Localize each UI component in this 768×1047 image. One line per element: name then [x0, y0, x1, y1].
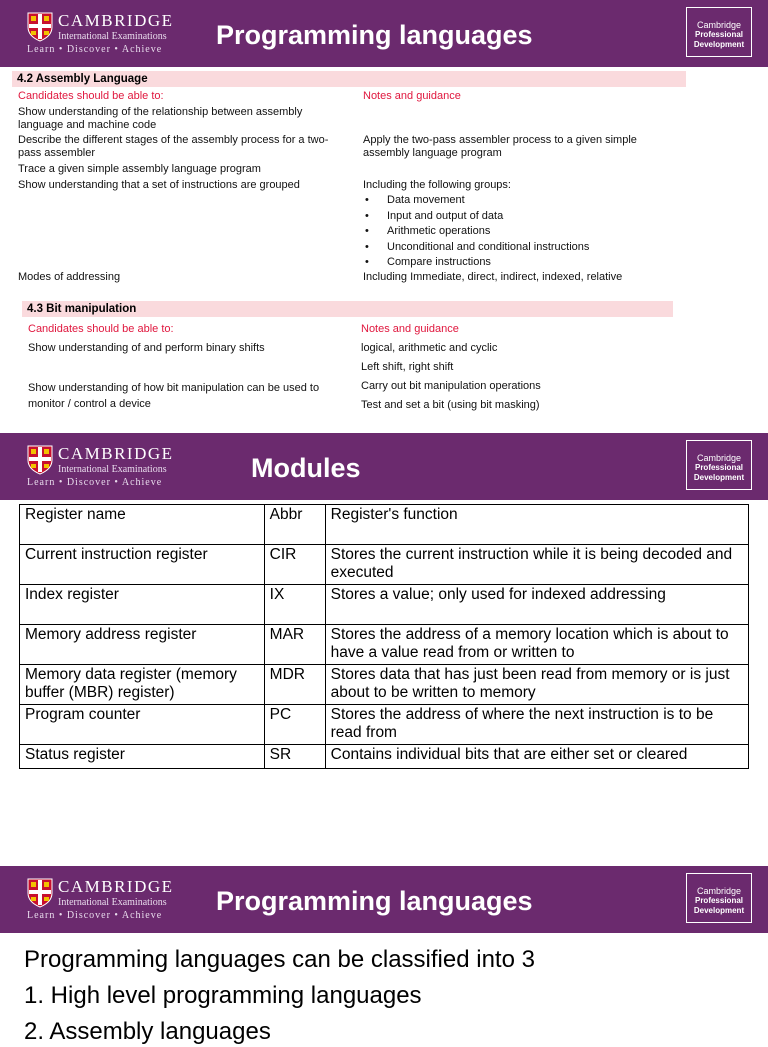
- col-right-heading: Notes and guidance: [361, 323, 459, 335]
- section-heading: 4.3 Bit manipulation: [22, 301, 673, 317]
- register-function: Stores data that has just been read from memory or is just about to be written to memory: [325, 665, 748, 705]
- guidance: Apply the two-pass assembler process to a given simple assembly language program: [363, 134, 637, 159]
- register-abbr: MDR: [264, 665, 325, 705]
- shield-icon: [27, 878, 53, 908]
- cpd-line: Professional: [694, 30, 743, 39]
- col-right-heading: Notes and guidance: [363, 90, 461, 102]
- table-header-row: [20, 505, 749, 545]
- objective: Modes of addressing: [18, 271, 121, 283]
- guidance: Left shift, right shift: [361, 361, 454, 373]
- cambridge-logo: [27, 444, 187, 490]
- list-item: • Compare instructions: [363, 256, 663, 272]
- brand-tagline: Learn • Discover • Achieve: [27, 910, 163, 921]
- cpd-line: Development: [693, 473, 745, 482]
- brand-tagline: Learn • Discover • Achieve: [27, 477, 163, 488]
- table-row: [20, 665, 749, 705]
- register-function: Stores a value; only used for indexed addressing: [325, 585, 748, 625]
- brand-name: CAMBRIDGE: [58, 11, 174, 30]
- register-name: Memory data register (memory buffer (MBR) register): [20, 665, 265, 705]
- cambridge-logo: [27, 11, 187, 57]
- guidance: Test and set a bit (using bit masking): [361, 399, 540, 411]
- header-band: [0, 433, 768, 500]
- register-name: Program counter: [20, 705, 265, 745]
- objective: Show understanding of the relationship between assembly language and machine code: [18, 106, 303, 131]
- register-name: Memory address register: [20, 625, 265, 665]
- register-function: Contains individual bits that are either set or cleared: [325, 745, 748, 769]
- guidance: Carry out bit manipulation operations: [361, 380, 541, 392]
- slide-title: Modules: [251, 453, 361, 483]
- body-line: 1. High level programming languages: [24, 982, 422, 1009]
- cpd-line: Professional: [694, 896, 743, 905]
- objective: Trace a given simple assembly language program: [18, 163, 261, 175]
- cpd-line: Cambridge: [696, 886, 742, 896]
- header-cell: Register's function: [325, 505, 748, 545]
- table-row: [20, 705, 749, 745]
- brand-sub: International Examinations: [58, 31, 167, 42]
- register-abbr: PC: [264, 705, 325, 745]
- register-name: Status register: [20, 745, 265, 769]
- slide-programming-languages: [0, 866, 768, 1045]
- shield-icon: [27, 12, 53, 42]
- objective: Show understanding that a set of instructions are grouped: [18, 179, 300, 191]
- col-left-heading: Candidates should be able to:: [28, 323, 174, 335]
- groups-list: [363, 194, 663, 272]
- slide-modules: [0, 433, 768, 866]
- register-abbr: MAR: [264, 625, 325, 665]
- brand-sub: International Examinations: [58, 897, 167, 908]
- slide-assembly-language: [0, 0, 768, 433]
- cpd-badge: [686, 7, 752, 57]
- body-line: Programming languages can be classified into 3: [24, 946, 535, 973]
- guidance: Including Immediate, direct, indirect, indexed, relative: [363, 271, 623, 283]
- section-heading: 4.2 Assembly Language: [12, 71, 686, 87]
- cpd-line: Development: [693, 40, 745, 49]
- header-band: [0, 866, 768, 933]
- list-item: • Input and output of data: [363, 210, 663, 226]
- table-row: [20, 745, 749, 769]
- guidance: logical, arithmetic and cyclic: [361, 342, 498, 354]
- register-function: Stores the address of a memory location which is about to have a value read from or written to: [325, 625, 748, 665]
- header-cell: Abbr: [264, 505, 325, 545]
- guidance: Including the following groups:: [363, 179, 511, 191]
- register-table: [19, 504, 749, 769]
- register-name: Index register: [20, 585, 265, 625]
- cpd-line: Cambridge: [696, 20, 742, 30]
- slide-title: Programming languages: [216, 886, 533, 916]
- cpd-badge: [686, 440, 752, 490]
- register-abbr: IX: [264, 585, 325, 625]
- register-abbr: SR: [264, 745, 325, 769]
- brand-name: CAMBRIDGE: [58, 444, 174, 463]
- cpd-line: Professional: [694, 463, 743, 472]
- col-left-heading: Candidates should be able to:: [18, 90, 164, 102]
- cpd-line: Cambridge: [696, 453, 742, 463]
- objective: Show understanding of how bit manipulation can be used to monitor / control a device: [28, 382, 320, 410]
- cpd-badge: [686, 873, 752, 923]
- register-abbr: CIR: [264, 545, 325, 585]
- list-item: • Unconditional and conditional instructions: [363, 241, 663, 257]
- objective: Describe the different stages of the assembly process for a two-pass assembler: [18, 134, 329, 159]
- brand-name: CAMBRIDGE: [58, 877, 174, 896]
- slide-title: Programming languages: [216, 20, 533, 50]
- header-band: [0, 0, 768, 67]
- objective: Show understanding of and perform binary shifts: [28, 342, 265, 354]
- shield-icon: [27, 445, 53, 475]
- brand-sub: International Examinations: [58, 464, 167, 475]
- table-row: [20, 625, 749, 665]
- brand-tagline: Learn • Discover • Achieve: [27, 44, 163, 55]
- cambridge-logo: [27, 877, 187, 923]
- register-function: Stores the current instruction while it is being decoded and executed: [325, 545, 748, 585]
- list-item: • Arithmetic operations: [363, 225, 663, 241]
- register-name: Current instruction register: [20, 545, 265, 585]
- table-row: [20, 585, 749, 625]
- table-row: [20, 545, 749, 585]
- list-item: • Data movement: [363, 194, 663, 210]
- body-line: 2. Assembly languages: [24, 1018, 271, 1045]
- header-cell: Register name: [20, 505, 265, 545]
- cpd-line: Development: [693, 906, 745, 915]
- register-function: Stores the address of where the next instruction is to be read from: [325, 705, 748, 745]
